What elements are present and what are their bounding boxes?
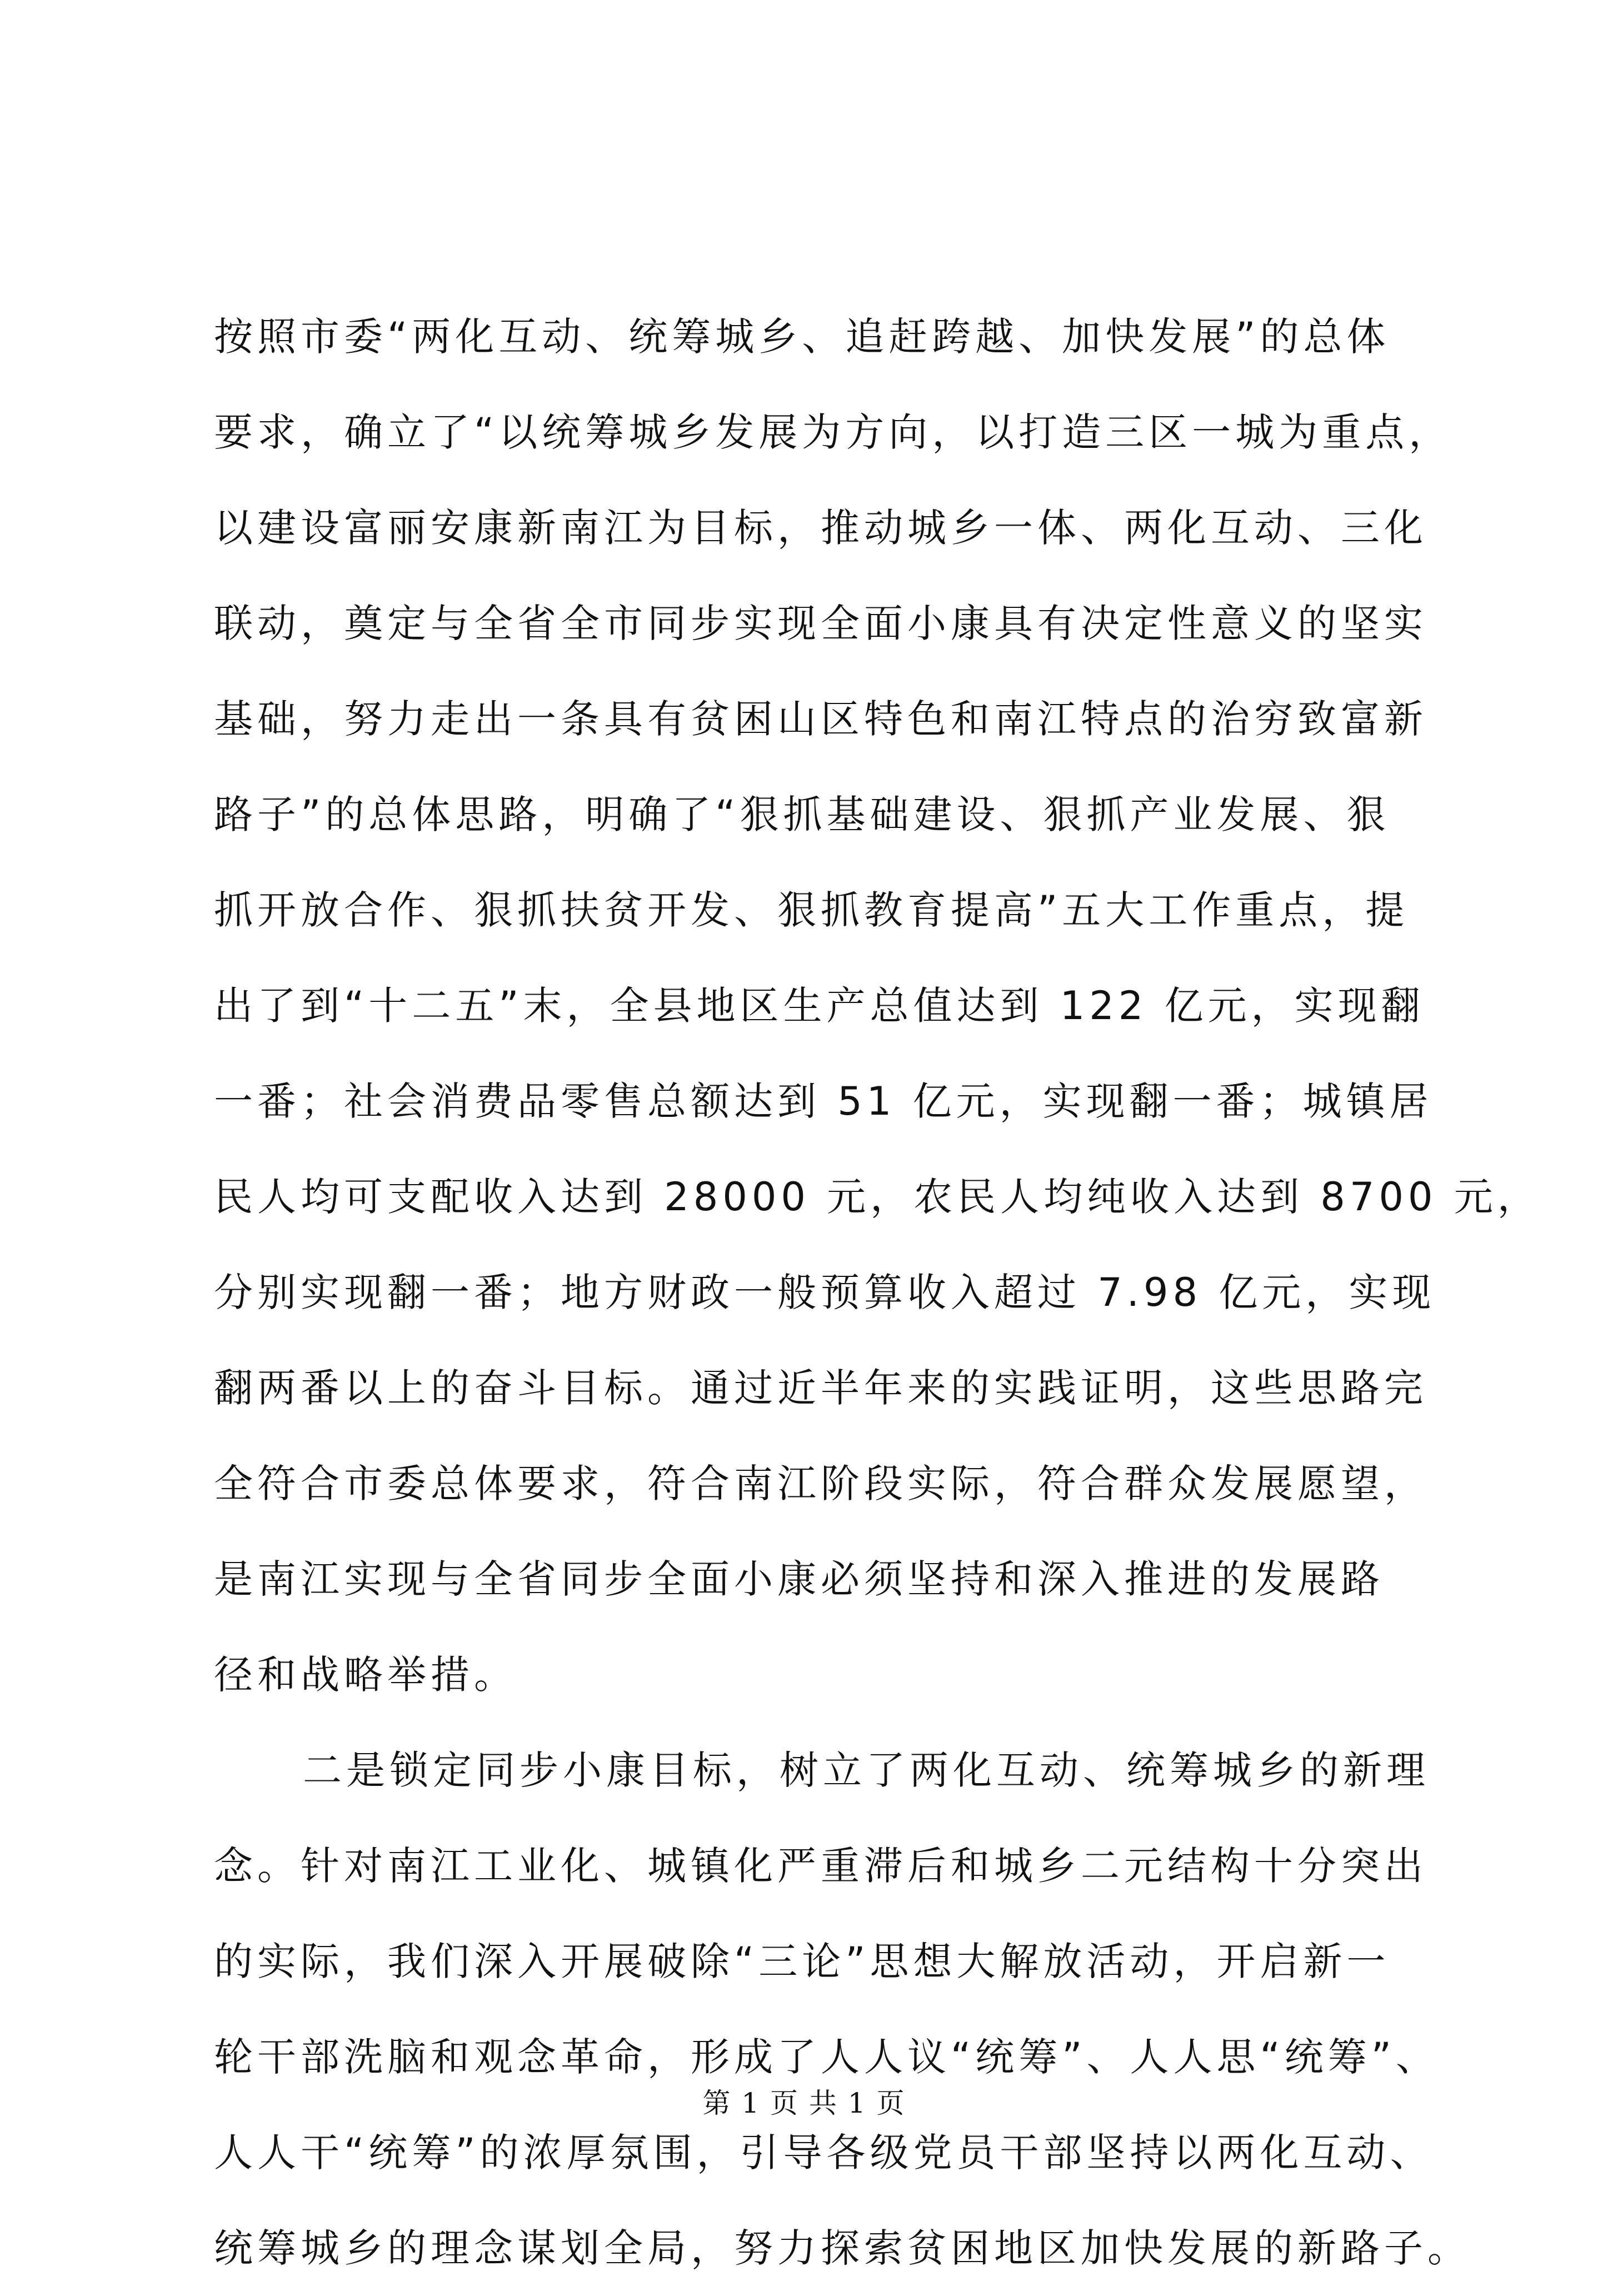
text-line: 人人干“统筹”的浓厚氛围，引导各级党员干部坚持以两化互动、 [214, 2130, 1434, 2175]
text-line: 民人均可支配收入达到 28000 元，农民人均纯收入达到 8700 元， [214, 1174, 1541, 1220]
text-line: 翻两番以上的奋斗目标。通过近半年来的实践证明，这些思路完 [214, 1365, 1427, 1411]
paragraph-start-line: 二是锁定同步小康目标，树立了两化互动、统筹城乡的新理 [303, 1748, 1430, 1793]
text-line: 一番；社会消费品零售总额达到 51 亿元，实现翻一番；城镇居 [214, 1079, 1433, 1124]
text-line: 统筹城乡的理念谋划全局，努力探索贫困地区加快发展的新路子。 [214, 2225, 1471, 2271]
text-line: 全符合市委总体要求，符合南江阶段实际，符合群众发展愿望， [214, 1461, 1427, 1506]
text-line: 分别实现翻一番；地方财政一般预算收入超过 7.98 亿元，实现 [214, 1270, 1436, 1315]
page-number-footer: 第 1 页 共 1 页 [702, 2087, 906, 2119]
text-line: 按照市委“两化互动、统筹城乡、追赶跨越、加快发展”的总体 [214, 314, 1390, 360]
text-line: 出了到“十二五”末，全县地区生产总值达到 122 亿元，实现翻 [214, 983, 1425, 1029]
text-line: 轮干部洗脑和观念革命，形成了人人议“统筹”、人人思“统筹”、 [214, 2034, 1440, 2080]
text-line: 联动，奠定与全省全市同步实现全面小康具有决定性意义的坚实 [214, 601, 1427, 646]
text-line: 基础，努力走出一条具有贫困山区特色和南江特点的治穷致富新 [214, 696, 1427, 742]
body-text [214, 289, 1541, 2296]
text-line: 是南江实现与全省同步全面小康必须坚持和深入推进的发展路 [214, 1556, 1384, 1602]
text-line: 径和战略举措。 [214, 1652, 517, 1698]
text-line: 以建设富丽安康新南江为目标，推动城乡一体、两化互动、三化 [214, 505, 1427, 551]
text-line: 路子”的总体思路，明确了“狠抓基础建设、狠抓产业发展、狠 [214, 792, 1390, 837]
text-line: 抓开放合作、狠抓扶贫开发、狠抓教育提高”五大工作重点，提 [214, 887, 1409, 933]
text-line: 要求，确立了“以统筹城乡发展为方向，以打造三区一城为重点， [214, 410, 1452, 455]
text-line: 的实际，我们深入开展破除“三论”思想大解放活动，开启新一 [214, 1939, 1390, 1984]
text-line: 念。针对南江工业化、城镇化严重滞后和城乡二元结构十分突出 [214, 1843, 1427, 1889]
